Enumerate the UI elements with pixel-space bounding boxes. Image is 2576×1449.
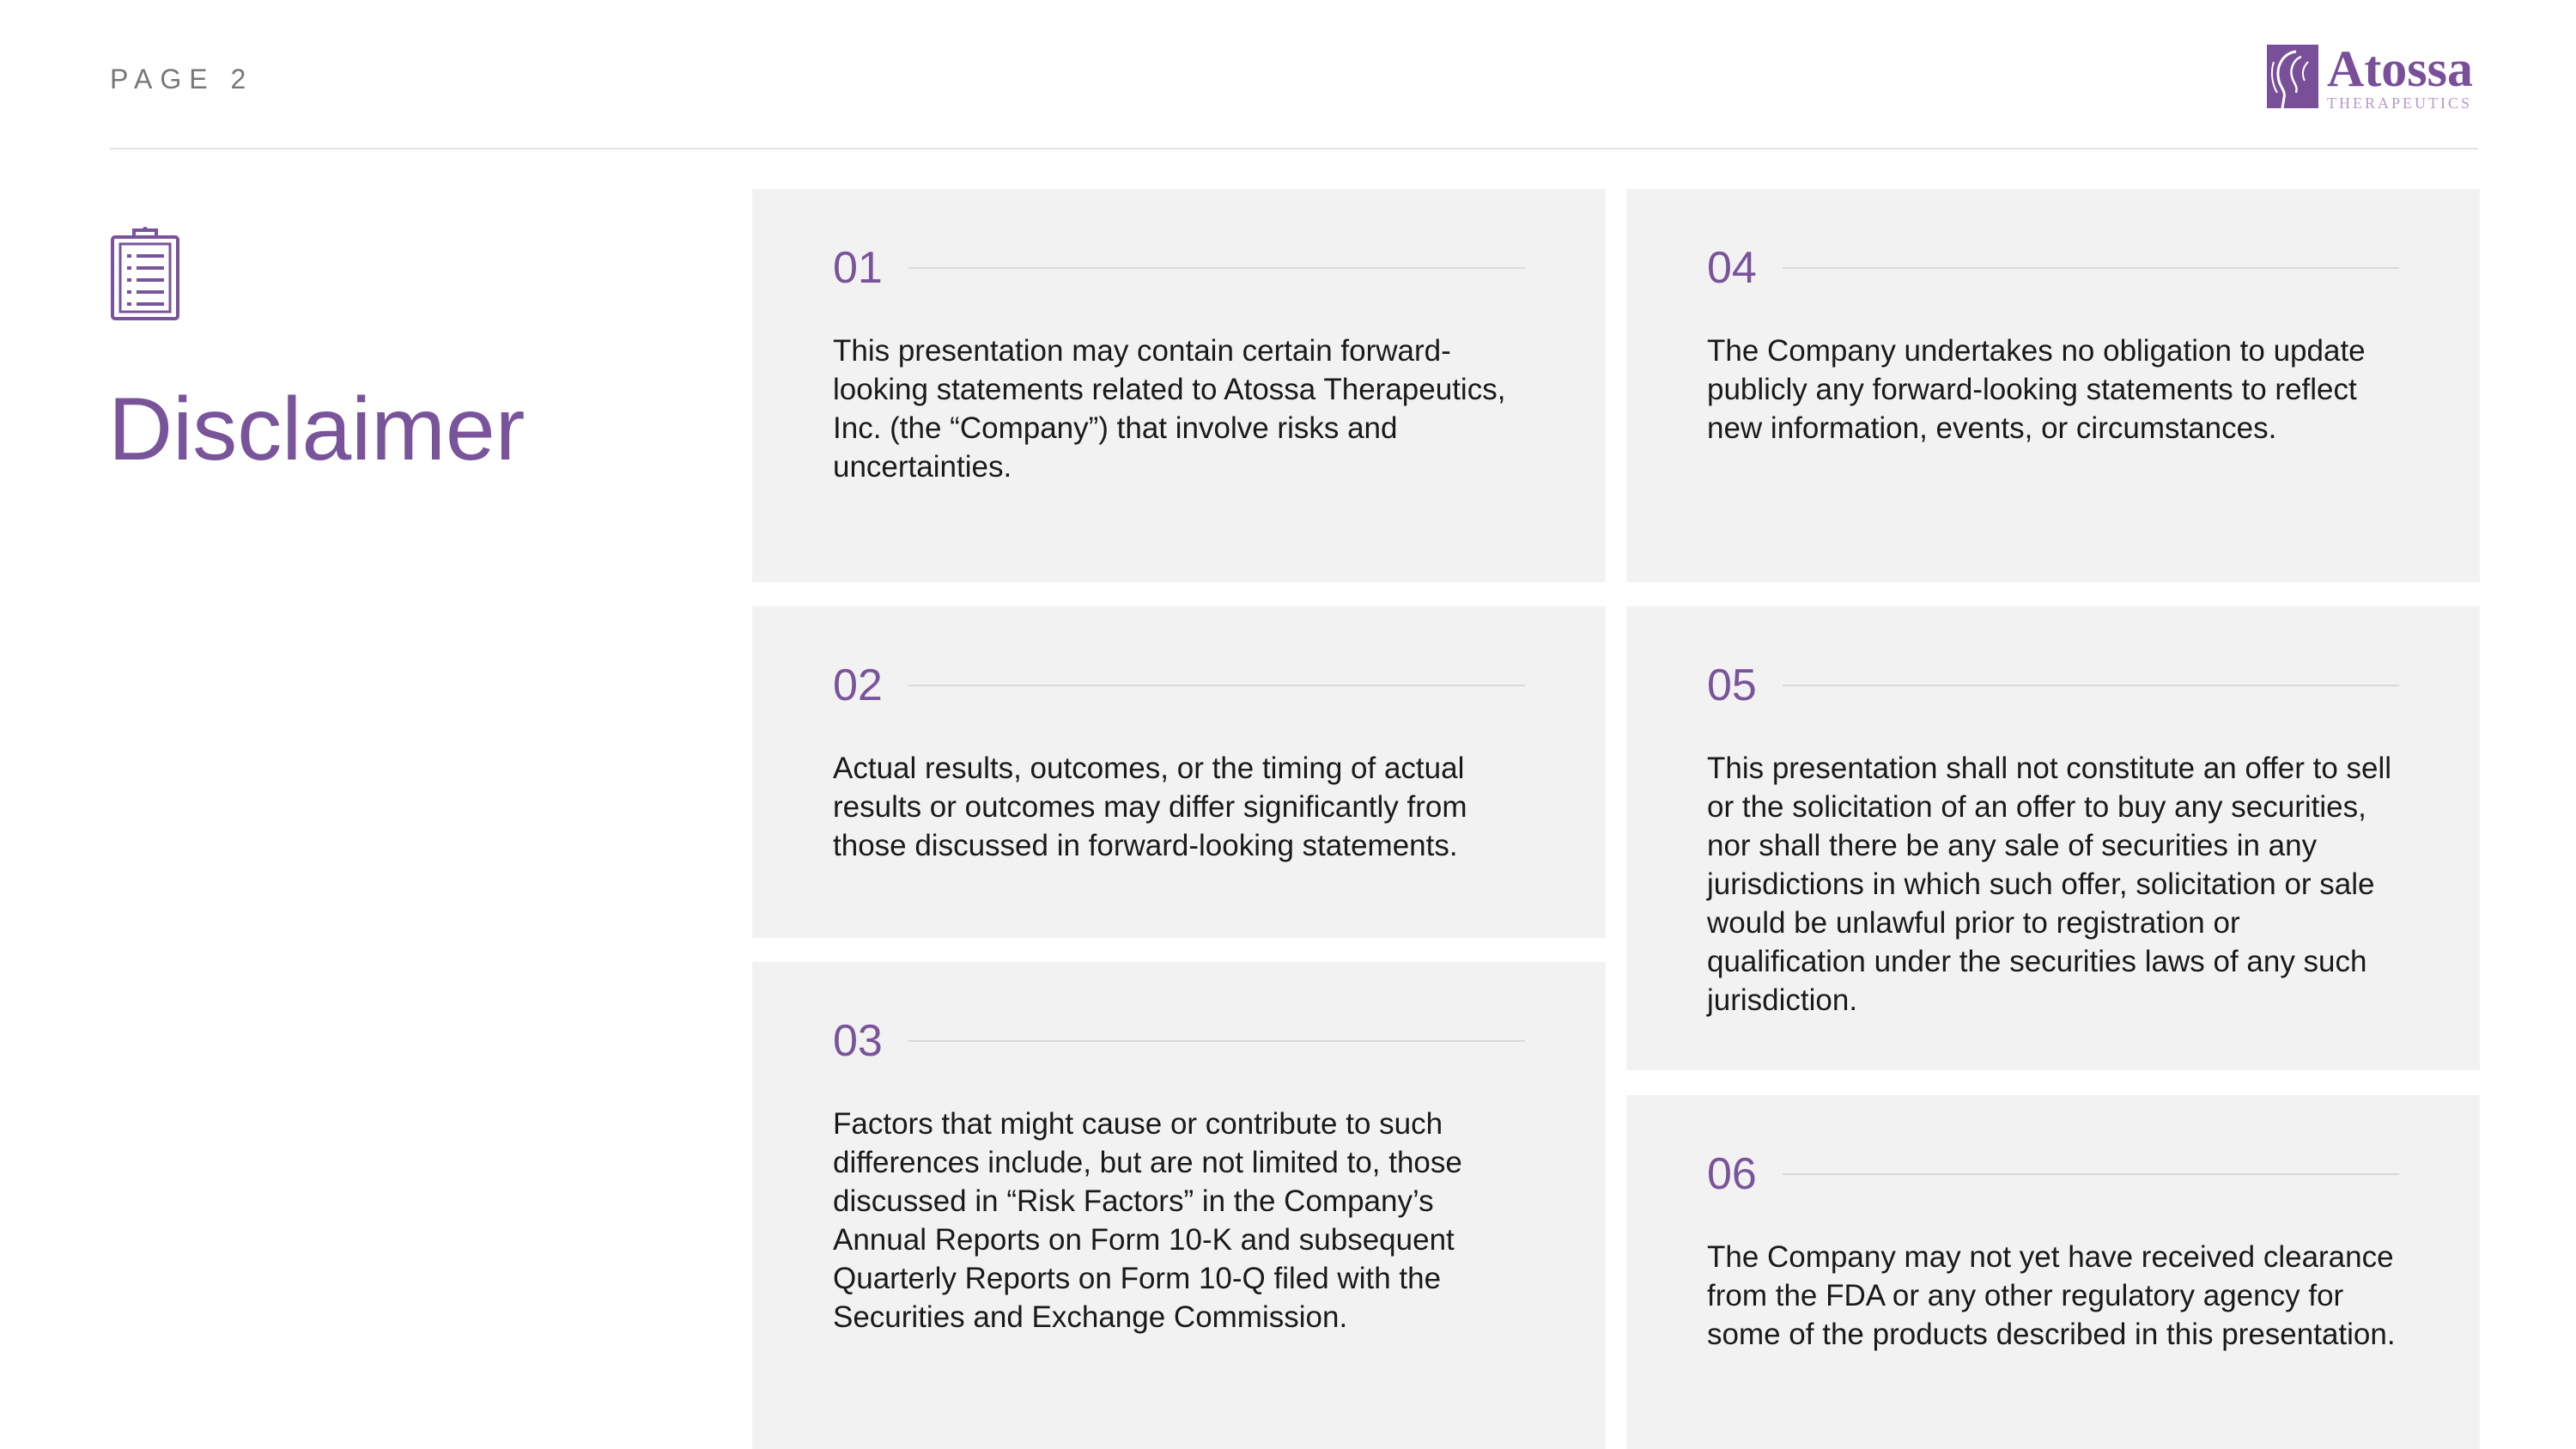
header-divider (110, 148, 2478, 149)
card-text: The Company may not yet have received clearance from the FDA or any other regulatory agency for some of the products described in this presentation. (1707, 1240, 2396, 1351)
card-text: Factors that might cause or contribute to such differences include, but are not limited to, those discussed in “Risk Factors” in the Company’s Annual Reports on Form 10-K and subsequent Quarterly Reports on Form 10-Q filed with the Securities and Exchange Commission. (833, 1107, 1462, 1334)
disclaimer-card-01 (752, 189, 1606, 582)
card-text: The Company undertakes no obligation to update publicly any forward-looking statements to reflect new information, events, or circumstances. (1707, 334, 2366, 445)
logo-subtitle: THERAPEUTICS (2327, 94, 2473, 112)
card-number: 05 (1707, 661, 1757, 710)
card-divider (1783, 267, 2399, 269)
card-divider (908, 685, 1525, 686)
card-divider (1783, 1173, 2399, 1175)
card-divider (1783, 685, 2399, 686)
disclaimer-card-04 (1626, 189, 2480, 582)
clipboard-icon (110, 225, 180, 321)
logo-name: Atossa (2327, 40, 2474, 97)
page-title: Disclaimer (108, 380, 526, 479)
card-number: 06 (1707, 1149, 1757, 1199)
company-logo (2267, 40, 2474, 112)
atossa-profile-icon (2267, 45, 2318, 108)
card-text: This presentation shall not constitute an offer to sell or the solicitation of an offer to buy any securities, nor shall there be any sale of securities in any jurisdictions in which such offer, solicitation or sale would be unlawful prior to registration or qualification under the securities laws of any such jurisdiction. (1707, 752, 2392, 1017)
card-divider (908, 267, 1525, 269)
card-text: This presentation may contain certain forward-looking statements related to Atossa Therapeutics, Inc. (the “Company”) that involve risks and uncertainties. (833, 334, 1506, 484)
disclaimer-card-05 (1626, 606, 2480, 1070)
card-number: 01 (833, 243, 883, 293)
card-text: Actual results, outcomes, or the timing of actual results or outcomes may differ significantly from those discussed in forward-looking statements. (833, 752, 1467, 862)
card-number: 02 (833, 661, 883, 710)
disclaimer-card-02 (752, 606, 1606, 938)
card-number: 03 (833, 1016, 883, 1066)
card-divider (908, 1040, 1525, 1042)
disclaimer-card-06 (1626, 1095, 2480, 1449)
page-label: PAGE 2 (110, 64, 254, 94)
disclaimer-card-03 (752, 962, 1606, 1449)
card-number: 04 (1707, 243, 1757, 293)
